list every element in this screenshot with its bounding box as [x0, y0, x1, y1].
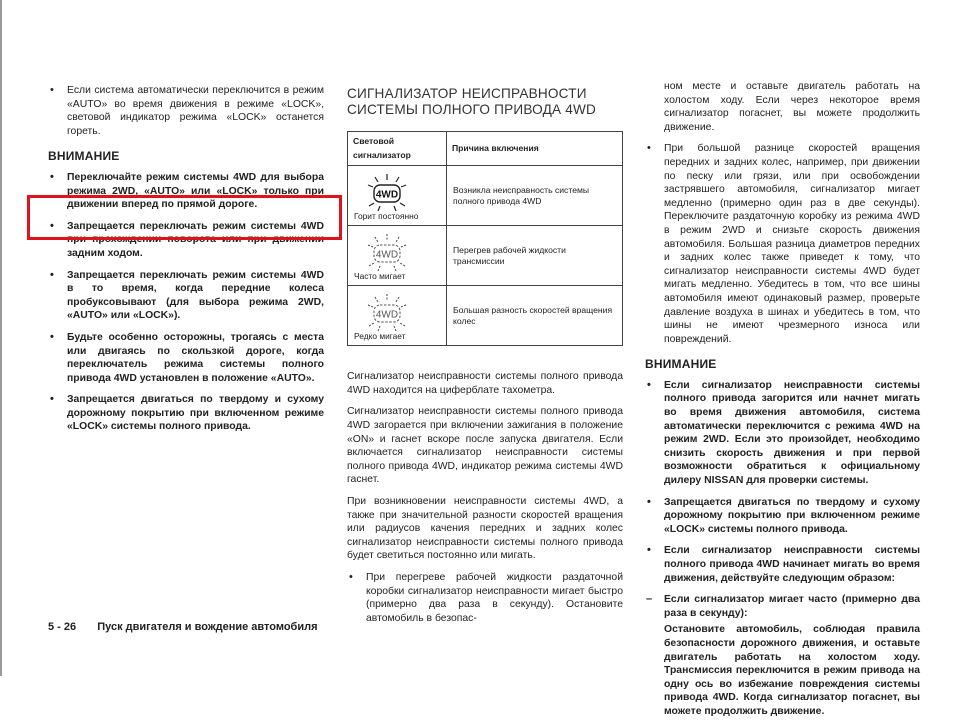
dash-item-body: Остановите автомобиль, соблюдая правила безопасности дорожного движения, и оставьте двигатель работать на холостом ходу. Трансмиссия переключится в режим привода на одну ось во избежание повреждения системы привода 4WD. Когда сигнализатор погаснет, вы можете продолжить движение.: [664, 624, 920, 717]
indicator-cell: [348, 286, 447, 346]
warning-item: • Запрещается двигаться по твердому и сухому дорожному покрытию при включенном режиме «LOCK» системы полного привода.: [48, 393, 324, 434]
section-title: СИГНАЛИЗАТОР НЕИСПРАВНОСТИ СИСТЕМЫ ПОЛНОГО ПРИВОДА 4WD: [347, 86, 597, 117]
indicator-cell: [348, 166, 447, 226]
4wd-lamp-icon: [366, 233, 408, 273]
paragraph: Сигнализатор неисправности системы полного привода 4WD загорается при включении зажигания в положение «ON» и гаснет вскоре после запуска двигателя. Если включается сигнализатор неисправности системы полного привода 4WD, индикатор режима системы 4WD гаснет.: [347, 406, 623, 486]
warning-item-highlighted: • Запрещается переключать режим системы 4WD при прохождении поворота или при движении задним ходом.: [48, 220, 324, 261]
paragraph: При возникновении неисправности системы 4WD, а также при значительной разности скоростей вращения или радиусов качения передних и задних колес сигнализатор неисправности системы полного привода будет светиться постоянно или мигать.: [347, 495, 623, 562]
left-column: [48, 84, 324, 442]
dash-item-title: Если сигнализатор мигает часто (примерно два раза в секунду):: [664, 594, 920, 619]
reason-cell: Большая разность скоростей вращения колес: [447, 286, 623, 346]
right-column: [645, 80, 920, 727]
warning-item: • Будьте особенно осторожны, трогаясь с места или двигаясь по скользкой дороге, когда переключатель режима системы полного привода 4WD установлен в положение «AUTO».: [48, 331, 324, 385]
reason-cell: Перегрев рабочей жидкости трансмиссии: [447, 226, 623, 286]
warning-item: • Запрещается двигаться по твердому и сухому дорожному покрытию при включенном режиме «LOCK» системы полного привода.: [645, 496, 920, 537]
page-number: 5 - 26: [48, 621, 77, 633]
middle-column: [347, 86, 623, 633]
indicator-caption: Редко мигает: [354, 331, 406, 342]
indicator-caption: Часто мигает: [354, 271, 406, 282]
paragraph: Сигнализатор неисправности системы полного привода 4WD находится на циферблате тахометра.: [347, 371, 623, 396]
svg-text:4WD: 4WD: [375, 189, 399, 201]
warning-item: • Запрещается переключать режим системы 4WD в то время, когда передние колеса пробуксовывают (для выбора режима 2WD, «AUTO» или «LOCK»).: [48, 269, 324, 323]
table-header-row: [348, 132, 623, 166]
indicator-cell: [348, 226, 447, 286]
warning-heading-right: ВНИМАНИЕ: [645, 357, 717, 372]
intro-list: [48, 84, 324, 138]
indicator-table: [347, 131, 623, 346]
4wd-lamp-icon: [366, 173, 408, 213]
page-footer: [48, 621, 318, 633]
table-header: Световой сигнализатор: [348, 132, 447, 166]
continued-paragraph: ном месте и оставьте двигатель работать на холостом ходу. Если через некоторое время сигнализатор погаснет, вы можете продолжить движение.: [664, 81, 920, 133]
table-header: Причина включения: [447, 132, 623, 166]
warning-list-right: [645, 379, 920, 719]
page-edge: [0, 0, 2, 676]
table-row: [348, 286, 623, 346]
bullet-list-right: [645, 142, 920, 346]
list-item: • При большой разнице скоростей вращения передних и задних колес, например, при движении по песку или грязи, или при освобождении застрявшего автомобиля, сигнализатор мигает медленно (примерно один раз в две секунды). Переключите раздаточную коробку из режима 4WD в режим 2WD и снизьте скорость движения автомобиля. Большая разница диаметров передних и задних колес также приведет к тому, что сигнализатор неисправности системы 4WD будет мигать медленно. Убедитесь в том, что все шины автомобиля имеют одинаковый размер, проверьте давление воздуха в шинах и убедитесь в том, что шины не имеют чрезмерного износа или повреждений.: [645, 142, 920, 346]
svg-text:4WD: 4WD: [375, 309, 399, 321]
intro-item: • Если система автоматически переключится в режим «AUTO» во время движения в режиме «LOCK», световой индикатор режима «LOCK» останется гореть.: [48, 84, 324, 138]
list-item: • При перегреве рабочей жидкости раздаточной коробки сигнализатор неисправности мигает быстро (примерно два раза в секунду). Остановите автомобиль в безопас-: [347, 571, 623, 625]
4wd-lamp-icon: [366, 293, 408, 333]
warning-heading-left: ВНИМАНИЕ: [48, 149, 120, 164]
bullet-list-middle: [347, 571, 623, 625]
section-name: Пуск двигателя и вождение автомобиля: [97, 621, 318, 633]
table-row: [348, 226, 623, 286]
indicator-caption: Горит постоянно: [354, 211, 419, 222]
warning-item: • Переключайте режим системы 4WD для выбора режима 2WD, «AUTO» или «LOCK» только при движении вперед по прямой дороге.: [48, 171, 324, 212]
reason-cell: Возникла неисправность системы полного привода 4WD: [447, 166, 623, 226]
warning-item: • Если сигнализатор неисправности системы полного привода загорится или начнет мигать во время движения автомобиля, система автоматически переключится с режима 4WD на режим 2WD. Если это произойдет, необходимо снизить скорость движения и при первой возможности обратиться к официальному дилеру NISSAN для проверки системы.: [645, 379, 920, 488]
highlight-box: [27, 195, 342, 240]
table-row: [348, 166, 623, 226]
svg-text:4WD: 4WD: [375, 249, 399, 261]
dash-item: [645, 593, 920, 718]
warning-item: • Если сигнализатор неисправности системы полного привода 4WD начинает мигать во время движения, действуйте следующим образом:: [645, 544, 920, 585]
